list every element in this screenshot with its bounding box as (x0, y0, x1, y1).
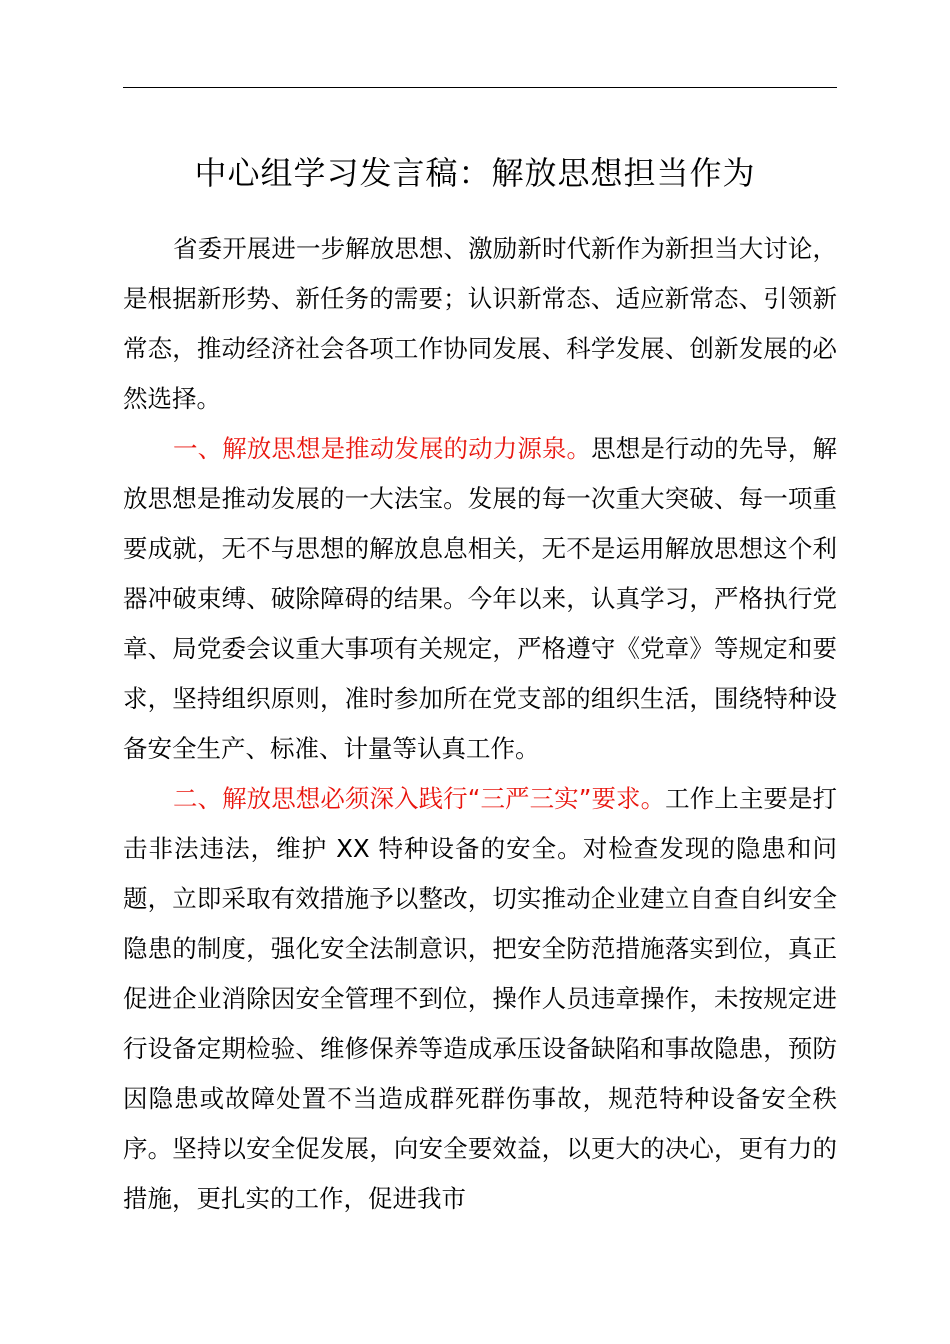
section-2-text: 工作上主要是打击非法违法，维护 XX 特种设备的安全。对检查发现的隐患和问题，立即采取有效措施予以整改，切实推动企业建立自查自纠安全隐患的制度，强化安全法制意识，把安全防范措施落实到位，真正促进企业消除因安全管理不到位，操作人员违章操作，未按规定进行设备定期检验、维修保养等造成承压设备缺陷和事故隐患，预防因隐患或故障处置不当造成群死群伤事故，规范特种设备安全秩序。坚持以安全促发展，向安全要效益，以更大的决心，更有力的措施，更扎实的工作，促进我市 (123, 784, 837, 1213)
section-1-text: 思想是行动的先导，解放思想是推动发展的一大法宝。发展的每一次重大突破、每一项重要成就，无不与思想的解放息息相关，无不是运用解放思想这个利器冲破束缚、破除障碍的结果。今年以来，认真学习，严格执行党章、局党委会议重大事项有关规定，严格遵守《党章》等规定和要求，坚持组织原则，准时参加所在党支部的组织生活，围绕特种设备安全生产、标准、计量等认真工作。 (123, 434, 838, 763)
section-2-heading: 二、解放思想必须深入践行“三严三实”要求。 (173, 784, 666, 813)
header-rule (123, 87, 837, 88)
intro-paragraph: 省委开展进一步解放思想、激励新时代新作为新担当大讨论，是根据新形势、新任务的需要；认识新常态、适应新常态、引领新常态，推动经济社会各项工作协同发展、科学发展、创新发展的必然选择。 (123, 234, 837, 413)
section-2-paragraph (123, 774, 837, 1224)
section-1-heading: 一、解放思想是推动发展的动力源泉。 (173, 434, 592, 463)
section-1-paragraph (123, 424, 837, 774)
document-title: 中心组学习发言稿：解放思想担当作为 (194, 154, 756, 192)
document-body (123, 224, 837, 1224)
